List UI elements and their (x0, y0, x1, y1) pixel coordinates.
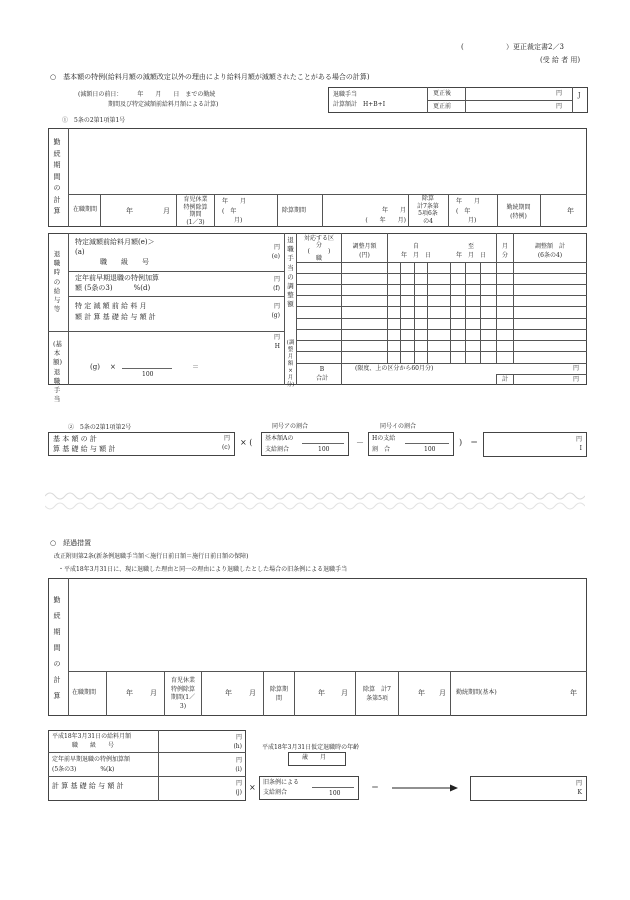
tsuki-cell-2: 月 (150, 689, 157, 697)
j-mark: J (578, 92, 581, 99)
service-period-vertical-1: 勤続期間の計算 (53, 138, 61, 215)
kihon-vertical: (基本額)退職手当 (53, 340, 63, 404)
calc-note-2: 期間及び特定減額前給料月額による計算) (108, 101, 219, 108)
kyu-hundred: 100 (329, 790, 341, 797)
a-ratio-2: 支給割合 (265, 446, 290, 453)
tsuki-cell-5: 月 (439, 689, 446, 697)
kihon-line-1: 基 本 額 の 計 (53, 435, 97, 443)
ikuji-cell: 育児休業 特例除算 期間 (1／3) (183, 196, 208, 226)
section3-note-2: ・平成18年3月31日に、現に退職した理由と同一の理由により退職したとした場合の旧条例による退職手当 (58, 566, 348, 573)
tsuki-cell-3: 月 (249, 689, 256, 697)
tokurei-cell: 勤続期間 (特例) (506, 204, 531, 220)
section3-note-1: 改正附則第2条(新条例退職手当額＜施行日前日額＝施行日前日額の保障) (54, 553, 249, 560)
after-yen: 円 (556, 90, 563, 97)
getsugaku-header: 調整月額 (円) (352, 243, 377, 259)
tsuki-cell-4: 月 (341, 689, 348, 697)
retire-allow-label-1: 退職手当 (333, 91, 358, 98)
yen-h: 円 H (273, 334, 280, 350)
sub1-label: ① 5条の2第1項第1号 (62, 117, 126, 124)
taiou-header: 対応する区 分 ( ) 職 (303, 235, 334, 262)
jozan-cell-2: 除算期 間 (269, 686, 288, 702)
times-2: × (249, 783, 256, 792)
minus-sign: － (356, 438, 364, 447)
form-subtitle: (受 給 者 用) (540, 56, 581, 64)
formula-100: 100 (142, 371, 154, 378)
kihon-line-2: 算 基 礎 給 与 額 計 (53, 445, 116, 453)
yen-I: 円 I (575, 436, 582, 452)
tokutei-gen-2: 額 計 算 基 礎 給 与 額 計 (75, 313, 156, 321)
i-ratio-title: 同号イの割合 (380, 423, 417, 430)
before-yen: 円 (556, 103, 563, 110)
keisan-label: 計 算 基 礎 給 与 額 計 (52, 782, 124, 790)
ji-header: 自 年 月 日 (400, 243, 431, 259)
nen-tsuki-paren-cell: 年 月 ( 年 月) (222, 198, 247, 224)
i-ratio-2: 割 合 (372, 446, 391, 453)
salary-vertical: 退職時の給与等 (53, 250, 61, 314)
yen-i: 円 (i) (235, 757, 242, 773)
i-hundred: 100 (424, 446, 436, 453)
nen-only-cell: 年 (567, 207, 574, 215)
shokkyu-label: 職 級 号 (100, 258, 149, 266)
nen-cell-2: 年 (126, 689, 133, 697)
yen-j: 円 (j) (235, 780, 242, 796)
zaishoku-cell: 在職期間 (72, 206, 97, 213)
tsuki-bun-header: 月 分 (501, 243, 508, 259)
gendo-yen: 円 (573, 365, 580, 372)
i-ratio-1: Hの支給 (372, 435, 396, 442)
formula-times: × (110, 363, 116, 371)
ikuji-cell-2: 育児休業 特例除算 期間(1／ 3) (170, 677, 196, 710)
kihon-cell: 勤続期間(基本) (456, 689, 497, 696)
page-break-wave-2 (45, 500, 585, 512)
nen-cell: 年 (126, 207, 133, 215)
before-label: 更正前 (433, 103, 452, 110)
kyuryo-line-1: 平成18年3月31日の給料月額 (52, 733, 132, 740)
kyu-line-1: 旧条例による (263, 779, 300, 786)
arrow-right-icon (392, 783, 458, 793)
retire-allow-label-2: 計算額計 H+B+I (333, 101, 386, 108)
section1-heading: ○ 基本額の特例(給料月額の減額改定以外の理由により給料月額が減額されたことがある場合の計算) (50, 73, 370, 81)
gendo-label: (限度、上の区分から60月分) (355, 365, 434, 372)
kyu-line-2: 支給割合 (263, 789, 288, 796)
jozan-cell: 除算期間 (282, 207, 307, 214)
age-value: 歳 月 (302, 754, 327, 761)
close-eq: ) ＝ (459, 438, 479, 447)
yen-g: 円 (g) (271, 303, 280, 319)
a-ratio-title: 同号アの割合 (272, 423, 309, 430)
itaru-header: 至 年 月 日 (455, 243, 486, 259)
kei-yen: 円 (573, 376, 580, 383)
yen-c: 円 (c) (221, 435, 230, 451)
yen-f: 円 (f) (273, 276, 280, 292)
teinen-line-2b: (5条の3) %(k) (52, 766, 115, 773)
kei-label: 計 (502, 376, 509, 383)
jozan7-cell-2: 除算 計7 条第5項 (363, 686, 391, 702)
nen-cell-3: 年 (225, 689, 232, 697)
formula-eq: ＝ (192, 363, 199, 371)
a-ratio-1: 基本額Aの (265, 435, 294, 442)
calc-note-1: (減額日の前日： 年 月 日 までの勤続 (78, 91, 216, 98)
age-title: 平成18年3月31日仮定退職時の年齢 (262, 744, 360, 751)
kyuryo-line-2: 職 級 号 (72, 742, 115, 749)
eq-2: ＝ (371, 783, 379, 792)
chosei-paren-vertical: (調整月額×月分) (286, 340, 295, 388)
nen-tsuki-paren-cell-2: 年 月 ( 年 月) (456, 198, 481, 224)
service-period-vertical-2: 勤続期間の計算 (53, 596, 61, 700)
yen-h-2: 円 (h) (233, 734, 242, 750)
teinen-line-1b: 定年前早期退職の特例加算額 (52, 756, 131, 763)
sub2-label: ② 5条の2第1項第2号 (68, 424, 132, 431)
tokutei-line-1: 特定減額前給料月額(e)＞ (75, 238, 155, 246)
a-hundred: 100 (318, 446, 330, 453)
tokutei-gen-1: 特 定 減 額 前 給 料 月 (75, 302, 147, 310)
chosei-vertical: 退職手当の調整額 (287, 236, 294, 309)
formula-g: (g) (90, 363, 100, 371)
tsuki-cell: 月 (163, 207, 170, 215)
form-title: ）更正裁定書2／3 (506, 43, 564, 51)
b-gokei: B 合計 (315, 366, 328, 382)
after-label: 更正後 (433, 90, 452, 97)
teinen-line-1: 定年前早期退職の特例加算 (75, 274, 159, 282)
yen-e: 円 (e) (271, 244, 280, 260)
section3-heading: ○ 経過措置 (50, 539, 92, 547)
nen-cell-5: 年 (418, 689, 425, 697)
tokutei-line-2: (a) (75, 248, 85, 256)
times-paren: × ( (240, 438, 253, 447)
chosei-kei-header: 調整額 計 (6条の4) (534, 243, 565, 259)
nen-only-cell-2: 年 (570, 689, 577, 697)
teinen-line-2: 額 (5条の3) %(d) (75, 284, 151, 292)
zaishoku-cell-2: 在職期間 (72, 689, 97, 696)
yen-K: 円 K (575, 780, 582, 796)
paren-nen-tsuki-cell: 年 月 ( 年 月) (365, 207, 406, 224)
title-paren-open: ( (461, 43, 464, 51)
nen-cell-4: 年 (318, 689, 325, 697)
jozan7-cell: 除算 計7条第 5項6条 の4 (417, 195, 439, 225)
